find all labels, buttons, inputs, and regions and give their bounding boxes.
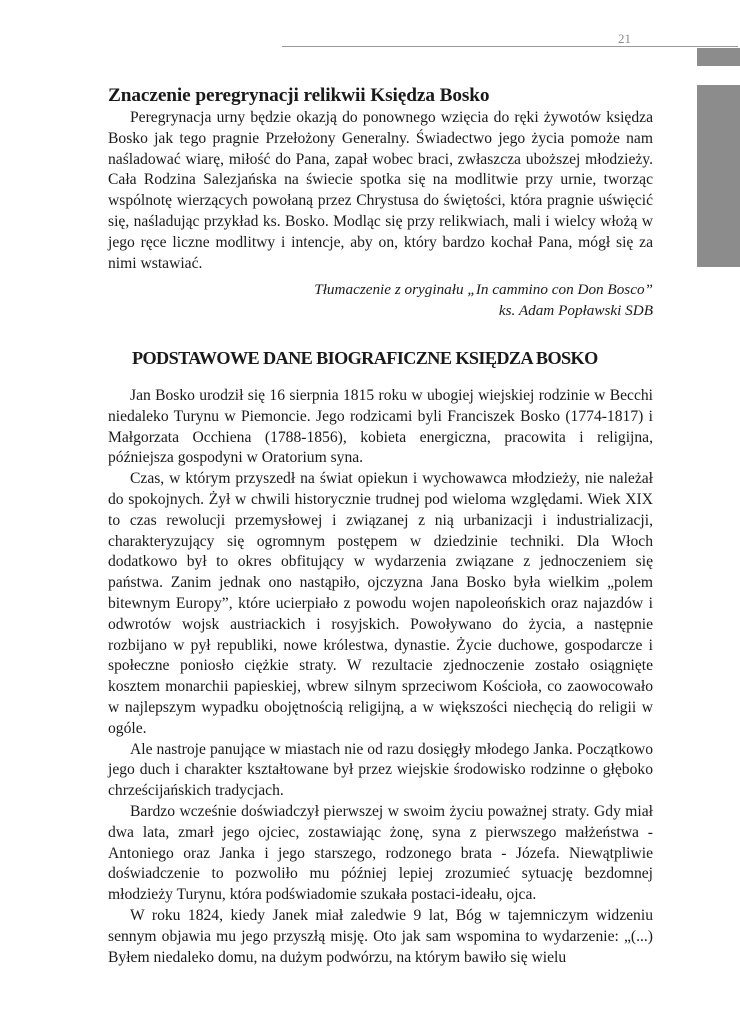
section-body xyxy=(108,386,653,968)
attribution xyxy=(108,280,653,322)
body-paragraph: Czas, w którym przyszedł na świat opiekun i wychowawca młodzieży, nie należał do spokojnych. Żył w chwili historycznie trudnej pod wieloma względami. Wiek XIX to czas rewolucji przemysłowej i związanej z nią urbanizacji i industrializacji, charakteryzujący się ogromnym postępem w dziedzinie techniki. Dla Włoch dodatkowo był to okres obfitujący w wydarzenia związane z jednoczeniem się państwa. Zanim jednak ono nastąpiło, ojczyzna Jana Bosko była wielkim „polem bitewnym Europy”, które ucierpiało z powodu wojen napoleońskich oraz najazdów i odwrotów wojsk austriackich i rosyjskich. Powoływano do życia, a następnie rozbijano w pył republiki, nowe królestwa, dynastie. Życie duchowe, gospodarcze i społeczne poniosło ciężkie straty. W rezultacie zjednoczenie zostało osiągnięte kosztem monarchii papieskiej, wbrew silnym sprzeciwom Kościoła, co zaowocowało w najlepszym wypadku obojętnością religijną, a w większości niechęcią do religii w ogóle. xyxy=(108,470,653,737)
section-biography xyxy=(108,346,653,968)
page-number: 21 xyxy=(618,31,631,46)
body-paragraph: Ale nastroje panujące w miastach nie od razu dosięgły młodego Janka. Początkowo jego duch i charakter kształtowane był przez wiejskie środowisko rodzinne o głęboko chrześcijańskich tradycjach. xyxy=(108,740,653,800)
section-heading: PODSTAWOWE DANE BIOGRAFICZNE KSIĘDZA BOSKO xyxy=(132,348,598,368)
header-rule xyxy=(282,46,738,47)
body-paragraph: Jan Bosko urodził się 16 sierpnia 1815 roku w ubogiej wiejskiej rodzinie w Becchi niedaleko Turynu w Piemoncie. Jego rodzicami byli Franciszek Bosko (1774-1817) i Małgorzata Occhiena (1788-1856), kobieta energiczna, pracowita i religijna, późniejsza gospodyni w Oratorium syna. xyxy=(108,387,653,467)
section-heading: Znaczenie peregrynacji relikwii Księdza Bosko xyxy=(108,85,490,106)
attribution-author: ks. Adam Popławski SDB xyxy=(498,302,653,320)
section-relics-significance xyxy=(108,84,653,322)
attribution-translation: Tłumaczenie z oryginału „In cammino con Don Bosco” xyxy=(314,281,653,299)
edge-tab-small xyxy=(697,48,740,66)
body-paragraph: Bardzo wcześnie doświadczył pierwszej w swoim życiu poważnej straty. Gdy miał dwa lata, zmarł jego ojciec, zostawiając żonę, syna z pierwszego małżeństwa - Antoniego oraz Janka i jego starszego, rodzonego brata - Józefa. Niewątpliwie doświadczenie to pozwoliło mu później lepiej zrozumieć sytuację bezdomnej młodzieży Turynu, która podświadomie szukała postaci-ideału, ojca. xyxy=(108,802,653,904)
edge-tab-large xyxy=(697,85,740,267)
section-paragraph: Peregrynacja urny będzie okazją do ponownego wzięcia do ręki żywotów księdza Bosko jak tego pragnie Przełożony Generalny. Świadectwo jego życia pomoże nam naśladować wiarę, miłość do Pana, zapał wobec braci, zwłaszcza uboższej młodzieży. Cała Rodzina Salezjańska na świecie spotka się na modlitwie przy urnie, tworząc wspólnotę wierzących powołaną przez Chrystusa do świętości, która pragnie uświęcić się, naśladując przykład ks. Bosko. Modląc się przy relikwiach, mali i wielcy włożą w jego ręce liczne modlitwy i intencje, aby on, który bardzo kochał Pana, mógł się za nimi wstawiać. xyxy=(108,109,653,272)
body-paragraph: W roku 1824, kiedy Janek miał zaledwie 9 lat, Bóg w tajemniczym widzeniu sennym objawia mu jego przyszłą misję. Oto jak sam wspomina to wydarzenie: „(...) Byłem niedaleko domu, na dużym podwórzu, na którym bawiło się wielu xyxy=(108,906,653,966)
